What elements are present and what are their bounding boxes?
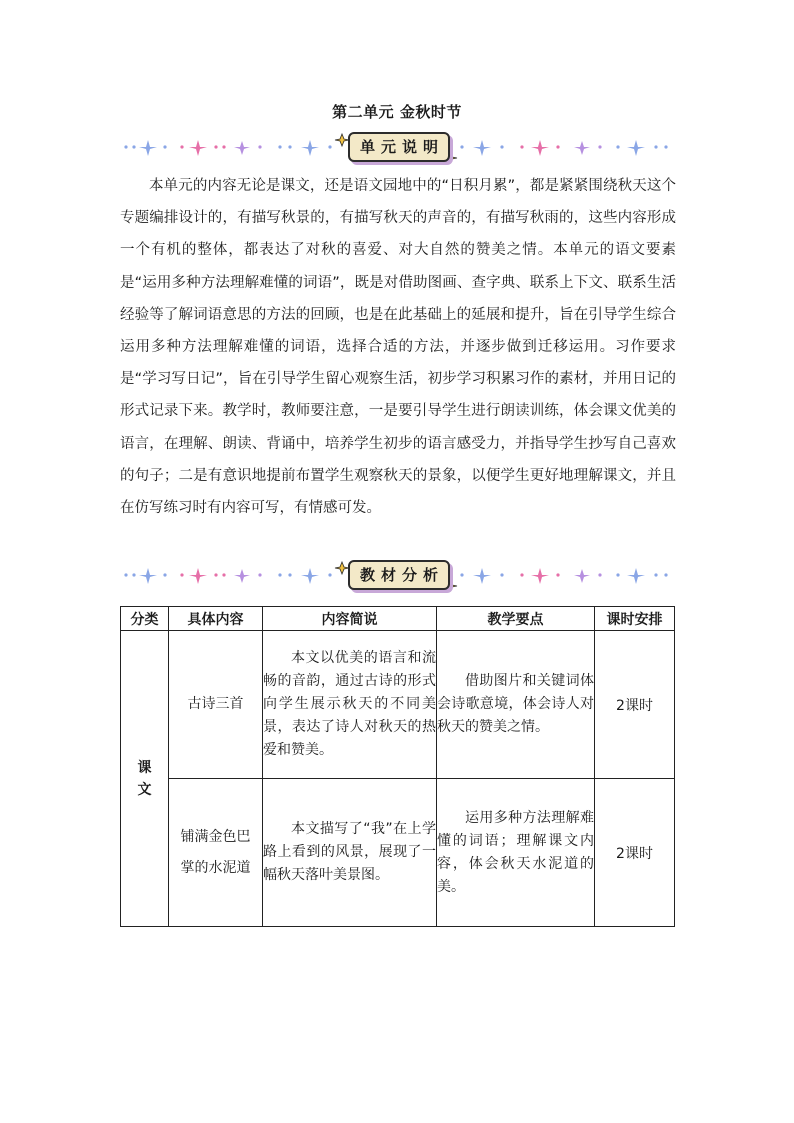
header-teaching-points: 教学要点 <box>437 607 595 631</box>
page-title: 第二单元 金秋时节 <box>332 103 462 121</box>
content-cell <box>169 779 263 927</box>
content-cell <box>169 631 263 779</box>
hours-cell: 2课时 <box>595 631 675 779</box>
section-label-badge <box>348 132 450 162</box>
header-summary: 内容简说 <box>263 607 437 631</box>
summary-text: 本文描写了“我”在上学路上看到的风景，展现了一幅秋天落叶美景图。 <box>263 821 436 883</box>
points-text: 运用多种方法理解难懂的词语；理解课文内容，体会秋天水泥道的美。 <box>437 809 594 895</box>
hours-cell: 2课时 <box>595 779 675 927</box>
material-analysis-table <box>120 606 675 927</box>
summary-cell <box>263 631 437 779</box>
section-label: 单元说明 <box>359 138 444 156</box>
unit-intro-paragraph: 本单元的内容无论是课文，还是语文园地中的“日积月累”，都是紧紧围绕秋天这个专题编排设计的，有描写秋景的，有描写秋天的声音的，有描写秋雨的，这些内容形成一个有机的整体，都表达了对秋的喜爱、对大自然的赞美之情。本单元的语文要素是“运用多种方法理解难懂的词语”，既是对借助图画、查字典、联系上下文、联系生活经验等了解词语意思的方法的回顾，也是在此基础上的延展和提升，旨在引导学生综合运用多种方法理解难懂的词语，选择合适的方法，并逐步做到迁移运用。习作要求是“学习写日记”，旨在引导学生留心观察生活，初步学习积累习作的素材，并用日记的形式记录下来。教学时，教师要注意，一是要引导学生进行朗读训练，体会课文优美的语言，在理解、朗读、背诵中，培养学生初步的语言感受力，并指导学生抄写自己喜欢的句子；二是有意识地提前布置学生观察秋天的景象，以便学生更好地理解课文，并且在仿写练习时有内容可写，有情感可发。 <box>120 178 676 517</box>
section-label-badge <box>348 560 450 590</box>
section-label: 教材分析 <box>359 566 444 584</box>
content-title: 古诗三首 <box>187 696 244 712</box>
header-category: 分类 <box>121 607 169 631</box>
table-row <box>121 779 675 927</box>
header-content: 具体内容 <box>169 607 263 631</box>
category-cell <box>121 631 169 927</box>
section-banner-material-analysis <box>120 558 674 592</box>
points-text: 借助图片和关键词体会诗歌意境，体会诗人对秋天的赞美之情。 <box>437 673 594 735</box>
table-row <box>121 631 675 779</box>
header-hours: 课时安排 <box>595 607 675 631</box>
table-header-row <box>121 607 675 631</box>
points-cell <box>437 631 595 779</box>
category-label: 课文 <box>137 759 152 798</box>
points-cell <box>437 779 595 927</box>
summary-cell <box>263 779 437 927</box>
section-banner-unit-description <box>120 130 674 164</box>
content-title: 铺满金色巴掌的水泥道 <box>180 828 251 876</box>
summary-text: 本文以优美的语言和流畅的音韵，通过古诗的形式向学生展示秋天的不同美景，表达了诗人对秋天的热爱和赞美。 <box>263 650 436 758</box>
